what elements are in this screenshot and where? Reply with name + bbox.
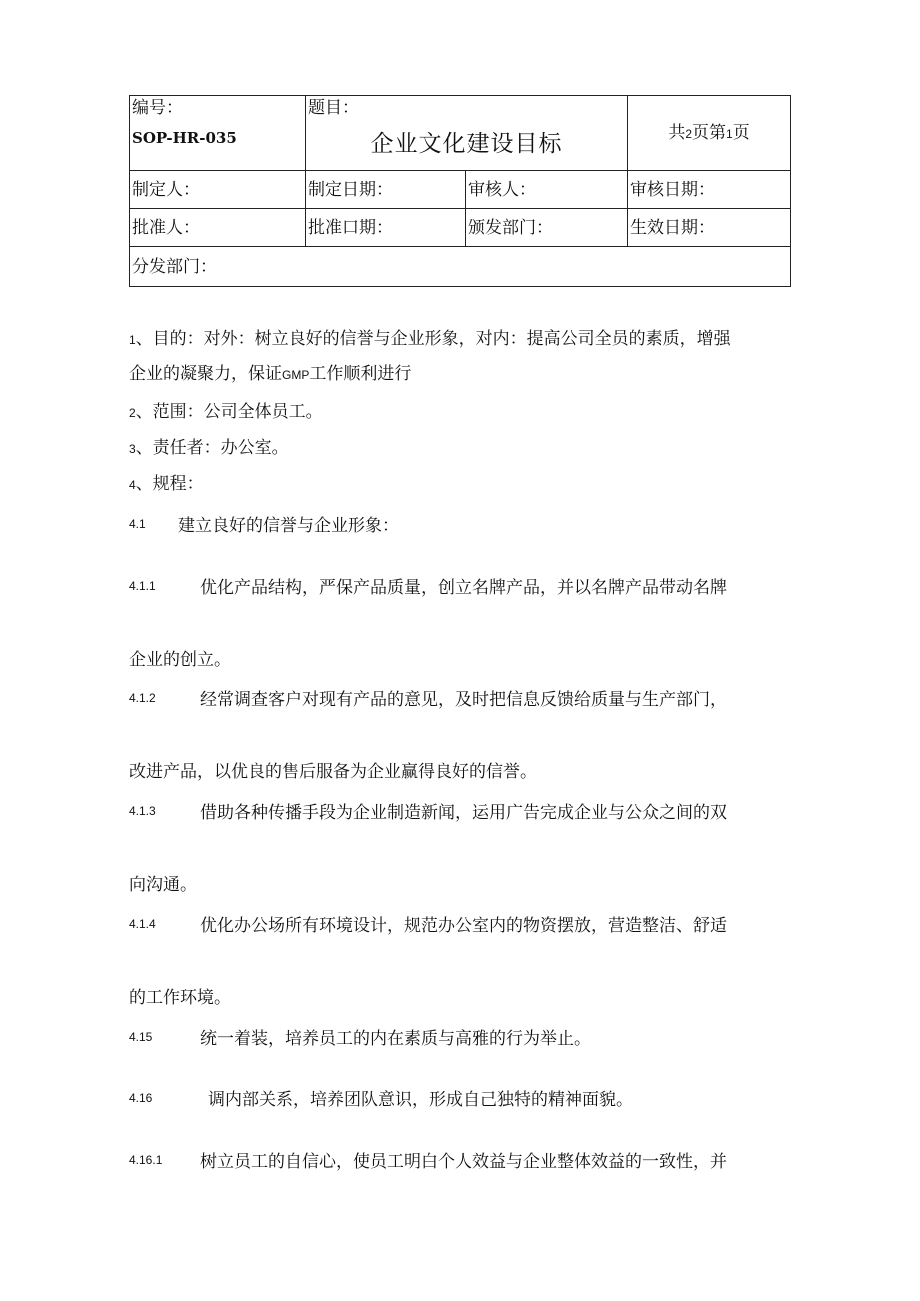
page-count-cell	[628, 96, 791, 171]
reviewer-cell: 审核人：	[466, 171, 628, 209]
clause-4-16-1-text: 树立员工的自信心，使员工明白个人效益与企业整体效益的一致性，并	[200, 1152, 727, 1172]
review-date-cell: 审核日期：	[628, 171, 791, 209]
clause-4-1-text: 建立良好的信誉与企业形象：	[178, 516, 399, 536]
code-value: SOP-HR-035	[132, 129, 237, 147]
section-4	[129, 469, 204, 494]
approver-cell: 批准人：	[130, 209, 306, 247]
clause-4-1-3-number: 4.1.3	[129, 804, 156, 818]
code-cell	[130, 96, 306, 171]
effective-date-cell: 生效日期：	[628, 209, 791, 247]
section-1-line-1	[129, 324, 731, 349]
clause-4-15-number: 4.15	[129, 1030, 153, 1044]
section-4-text: 、规程：	[135, 474, 204, 494]
distribution-cell: 分发部门：	[130, 247, 791, 287]
clause-4-1-4-line-2: 的工作环境。	[129, 988, 231, 1008]
clause-4-1-1-number: 4.1.1	[129, 579, 156, 593]
clause-4-1-4-number: 4.1.4	[129, 917, 156, 931]
section-1-text-2b: 工作顺利进行	[309, 364, 412, 384]
section-1-text: 、目的：对外：树立良好的信誉与企业形象，对内：提高公司全员的素质，增强	[135, 329, 731, 349]
gmp-abbr: GMP	[282, 368, 310, 382]
section-4-number: 4	[129, 478, 136, 492]
section-2-text: 、范围：公司全体员工。	[135, 402, 323, 422]
code-label: 编号：	[132, 98, 183, 118]
section-2-number: 2	[129, 406, 136, 420]
section-3	[129, 433, 289, 458]
section-2	[129, 397, 323, 422]
document-header-table	[129, 95, 791, 287]
clause-4-1-1-line-1: 优化产品结构，严保产品质量，创立名牌产品，并以名牌产品带动名牌	[200, 578, 727, 598]
clause-4-1-2-number: 4.1.2	[129, 691, 156, 705]
pages-prefix: 共	[668, 122, 686, 143]
section-1-text-2a: 企业的凝聚力，保证	[129, 364, 282, 384]
clause-4-1-3-line-1: 借助各种传播手段为企业制造新闻，运用广告完成企业与公众之间的双	[200, 803, 727, 823]
clause-4-1-2-line-2: 改进产品，以优良的售后服备为企业赢得良好的信誉。	[129, 762, 537, 782]
clause-4-1-4-line-1: 优化办公场所有环境设计，规范办公室内的物资摆放，营造整洁、舒适	[200, 916, 727, 936]
approve-date-cell: 批准口期：	[306, 209, 466, 247]
document-title: 企业文化建设目标	[370, 131, 563, 157]
clause-4-1-3-line-2: 向沟通。	[129, 875, 197, 895]
preparer-cell: 制定人：	[130, 171, 306, 209]
clause-4-15-text: 统一着装，培养员工的内在素质与高雅的行为举止。	[200, 1029, 591, 1049]
section-3-number: 3	[129, 442, 136, 456]
clause-4-16-number: 4.16	[129, 1091, 153, 1105]
prep-date-cell: 制定日期：	[306, 171, 466, 209]
subject-label: 题目：	[308, 98, 359, 118]
clause-4-1-2-line-1: 经常调查客户对现有产品的意见，及时把信息反馈给质量与生产部门，	[200, 690, 727, 710]
issuing-dept-cell: 颁发部门：	[466, 209, 628, 247]
section-1-line-2	[129, 359, 411, 384]
section-1-number: 1	[129, 333, 136, 347]
pages-current: 1	[726, 126, 733, 141]
pages-total: 2	[685, 126, 692, 141]
pages-mid: 页第	[692, 122, 726, 143]
pages-suffix: 页	[732, 122, 750, 143]
section-3-text: 、责任者：办公室。	[135, 438, 289, 458]
subject-cell	[306, 96, 628, 171]
clause-4-16-text: 调内部关系，培养团队意识，形成自己独特的精神面貌。	[208, 1090, 633, 1110]
clause-4-1-1-line-2: 企业的创立。	[129, 650, 231, 670]
clause-4-1-number: 4.1	[129, 517, 146, 531]
clause-4-16-1-number: 4.16.1	[129, 1153, 163, 1167]
